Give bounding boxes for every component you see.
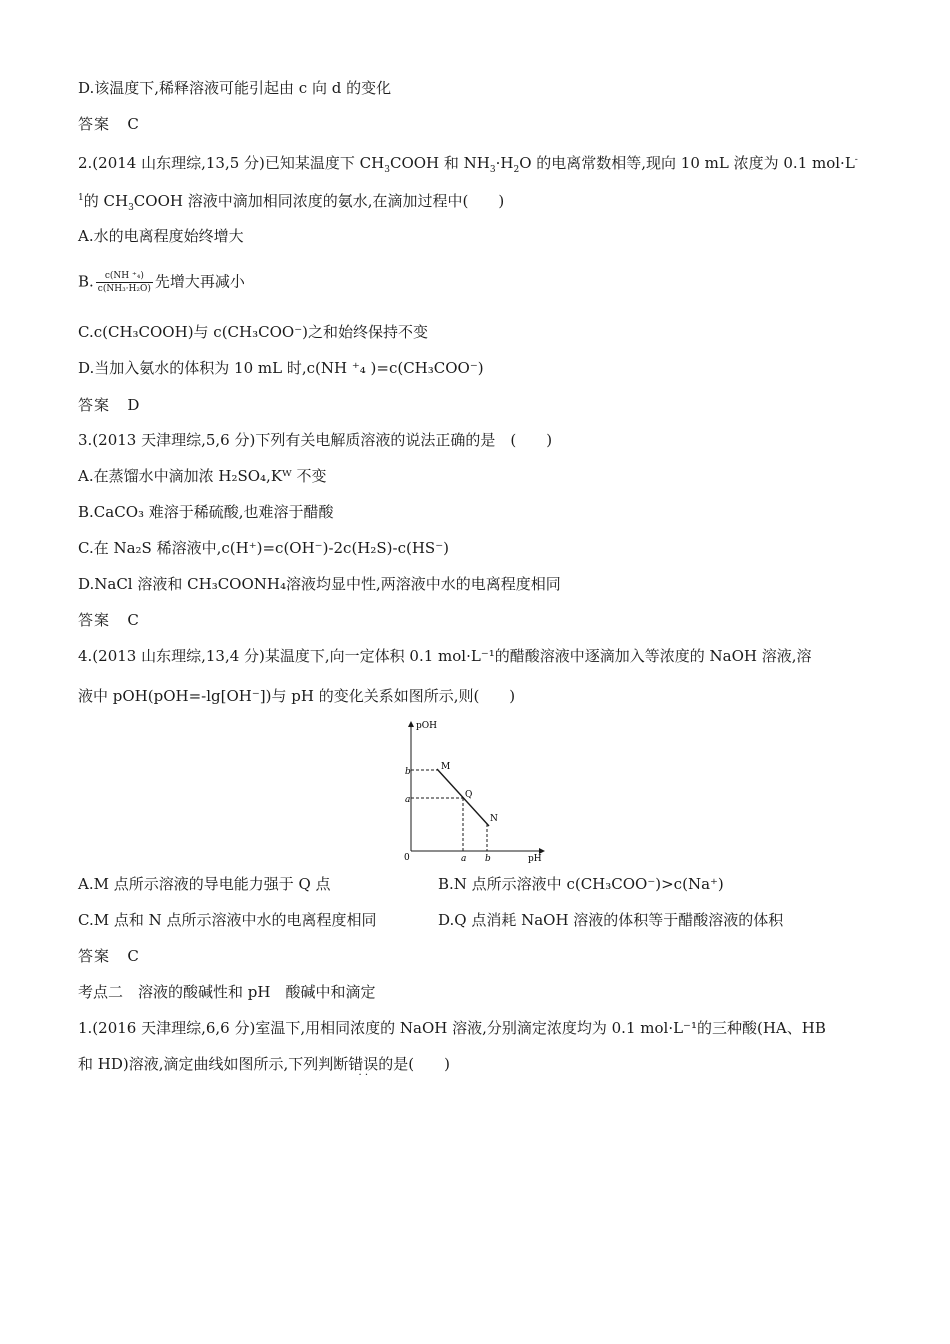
- q3-option-a: A.在蒸馏水中滴加浓 H₂SO₄,Kᵂ 不变: [78, 467, 327, 485]
- q2-stem-part: ·H: [495, 154, 514, 172]
- q3-stem: 3.(2013 天津理综,5,6 分)下列有关电解质溶液的说法正确的是 ( ): [78, 431, 553, 449]
- emphasis-word: [348, 1055, 379, 1081]
- q2-stem-part: 的 CH: [83, 192, 129, 210]
- x-axis-label: pH: [528, 854, 542, 864]
- q2-answer: [78, 395, 140, 415]
- q1-option-d: D.该温度下,稀释溶液可能引起由 c 向 d 的变化: [78, 79, 392, 97]
- q3-answer: [78, 610, 140, 630]
- answer-value: C: [127, 611, 140, 629]
- answer-label: 答案: [78, 611, 111, 629]
- q2-stem-line1: 2.(2014 山东理综,13,5 分)已知某温度下 $CH_3COOH$ 和 $NH_3\cdot H_2O$ 的电离常数相等,现向 10 mL 浓度为 0.1 mol·L-: [78, 154, 858, 175]
- section2-q1-line2: [78, 1054, 450, 1081]
- tick-label-b-y: b: [405, 767, 411, 777]
- q4-stem-line2: 液中 pOH(pOH=-lg[OH⁻])与 pH 的变化关系如图所示,则( ): [78, 687, 516, 705]
- q4-answer: [78, 946, 140, 966]
- tick-label-b-x: b: [485, 854, 491, 864]
- q4-option-c: C.M 点和 N 点所示溶液中水的电离程度相同: [78, 911, 377, 929]
- q2-stem-part: COOH 溶液中滴加相同浓度的氨水,在滴加过程中( ): [133, 192, 505, 210]
- emphasis-text: 错误: [348, 1055, 379, 1073]
- y-axis-label: pOH: [416, 721, 437, 731]
- q4-option-b: B.N 点所示溶液中 c(CH₃COO⁻)>c(Na⁺): [438, 875, 724, 893]
- pOH-pH-line: [437, 769, 489, 826]
- q2-stem-part: 2.(2014 山东理综,13,5 分)已知某温度下 CH: [78, 154, 385, 172]
- answer-value: C: [127, 115, 140, 133]
- q2-stem-part: O 的电离常数相等,现向 10 mL 浓度为 0.1 mol·L: [519, 154, 855, 172]
- q3-option-d: D.NaCl 溶液和 CH₃COONH₄溶液均显中性,两溶液中水的电离程度相同: [78, 575, 561, 593]
- section2-heading: 考点二 溶液的酸碱性和 pH 酸碱中和滴定: [78, 983, 376, 1001]
- answer-label: 答案: [78, 947, 111, 965]
- emphasis-dots: · ·: [358, 1070, 369, 1081]
- fraction-denominator: c(NH₃·H₂O): [97, 284, 151, 294]
- q2-stem-part: COOH 和 NH: [389, 154, 490, 172]
- tick-label-a-x: a: [461, 854, 467, 864]
- section2-q1-part: 和 HD)溶液,滴定曲线如图所示,下列判断: [78, 1055, 349, 1073]
- q4-stem-line1: 4.(2013 山东理综,13,4 分)某温度下,向一定体积 0.1 mol·L⁻¹的醋酸溶液中逐滴加入等浓度的 NaOH 溶液,溶: [78, 647, 812, 665]
- fraction-numerator: c(NH ⁺₄): [96, 270, 153, 283]
- q4-figure: [390, 718, 550, 864]
- q4-option-d: D.Q 点消耗 NaOH 溶液的体积等于醋酸溶液的体积: [438, 911, 784, 929]
- q4-option-a: A.M 点所示溶液的导电能力强于 Q 点: [78, 875, 331, 893]
- answer-label: 答案: [78, 115, 111, 133]
- point-label-n: N: [490, 814, 498, 824]
- q2-option-b-suffix: 先增大再减小: [154, 272, 245, 291]
- tick-label-a-y: a: [405, 795, 411, 805]
- q2-stem-sup: 1: [78, 193, 84, 203]
- q2-option-d: D.当加入氨水的体积为 10 mL 时,c(NH ⁺₄ )=c(CH₃COO⁻): [78, 359, 484, 377]
- q2-option-a: A.水的电离程度始终增大: [78, 227, 244, 245]
- q3-option-c: C.在 Na₂S 稀溶液中,c(H⁺)=c(OH⁻)-2c(H₂S)-c(HS⁻): [78, 539, 449, 557]
- answer-value: D: [127, 396, 141, 414]
- q2-option-b-prefix: B.: [78, 272, 94, 291]
- section2-q1-part: 的是( ): [378, 1055, 450, 1073]
- q2-option-b-fraction: [96, 270, 153, 295]
- section2-q1-line1: 1.(2016 天津理综,6,6 分)室温下,用相同浓度的 NaOH 溶液,分别滴定浓度均为 0.1 mol·L⁻¹的三种酸(HA、HB: [78, 1019, 826, 1037]
- q2-option-b: [78, 270, 245, 295]
- q2-stem-line2: $^1$的 $CH_3COOH$ 溶液中滴加相同浓度的氨水,在滴加过程中( ): [78, 192, 505, 213]
- point-label-q: Q: [465, 790, 473, 800]
- point-label-m: M: [441, 762, 451, 772]
- q2-option-c: C.c(CH₃COOH)与 c(CH₃COO⁻)之和始终保持不变: [78, 323, 428, 341]
- q3-option-b: B.CaCO₃ 难溶于稀硫酸,也难溶于醋酸: [78, 503, 334, 521]
- origin-label: 0: [404, 853, 410, 863]
- answer-value: C: [127, 947, 140, 965]
- q1-answer: [78, 114, 140, 134]
- answer-label: 答案: [78, 396, 111, 414]
